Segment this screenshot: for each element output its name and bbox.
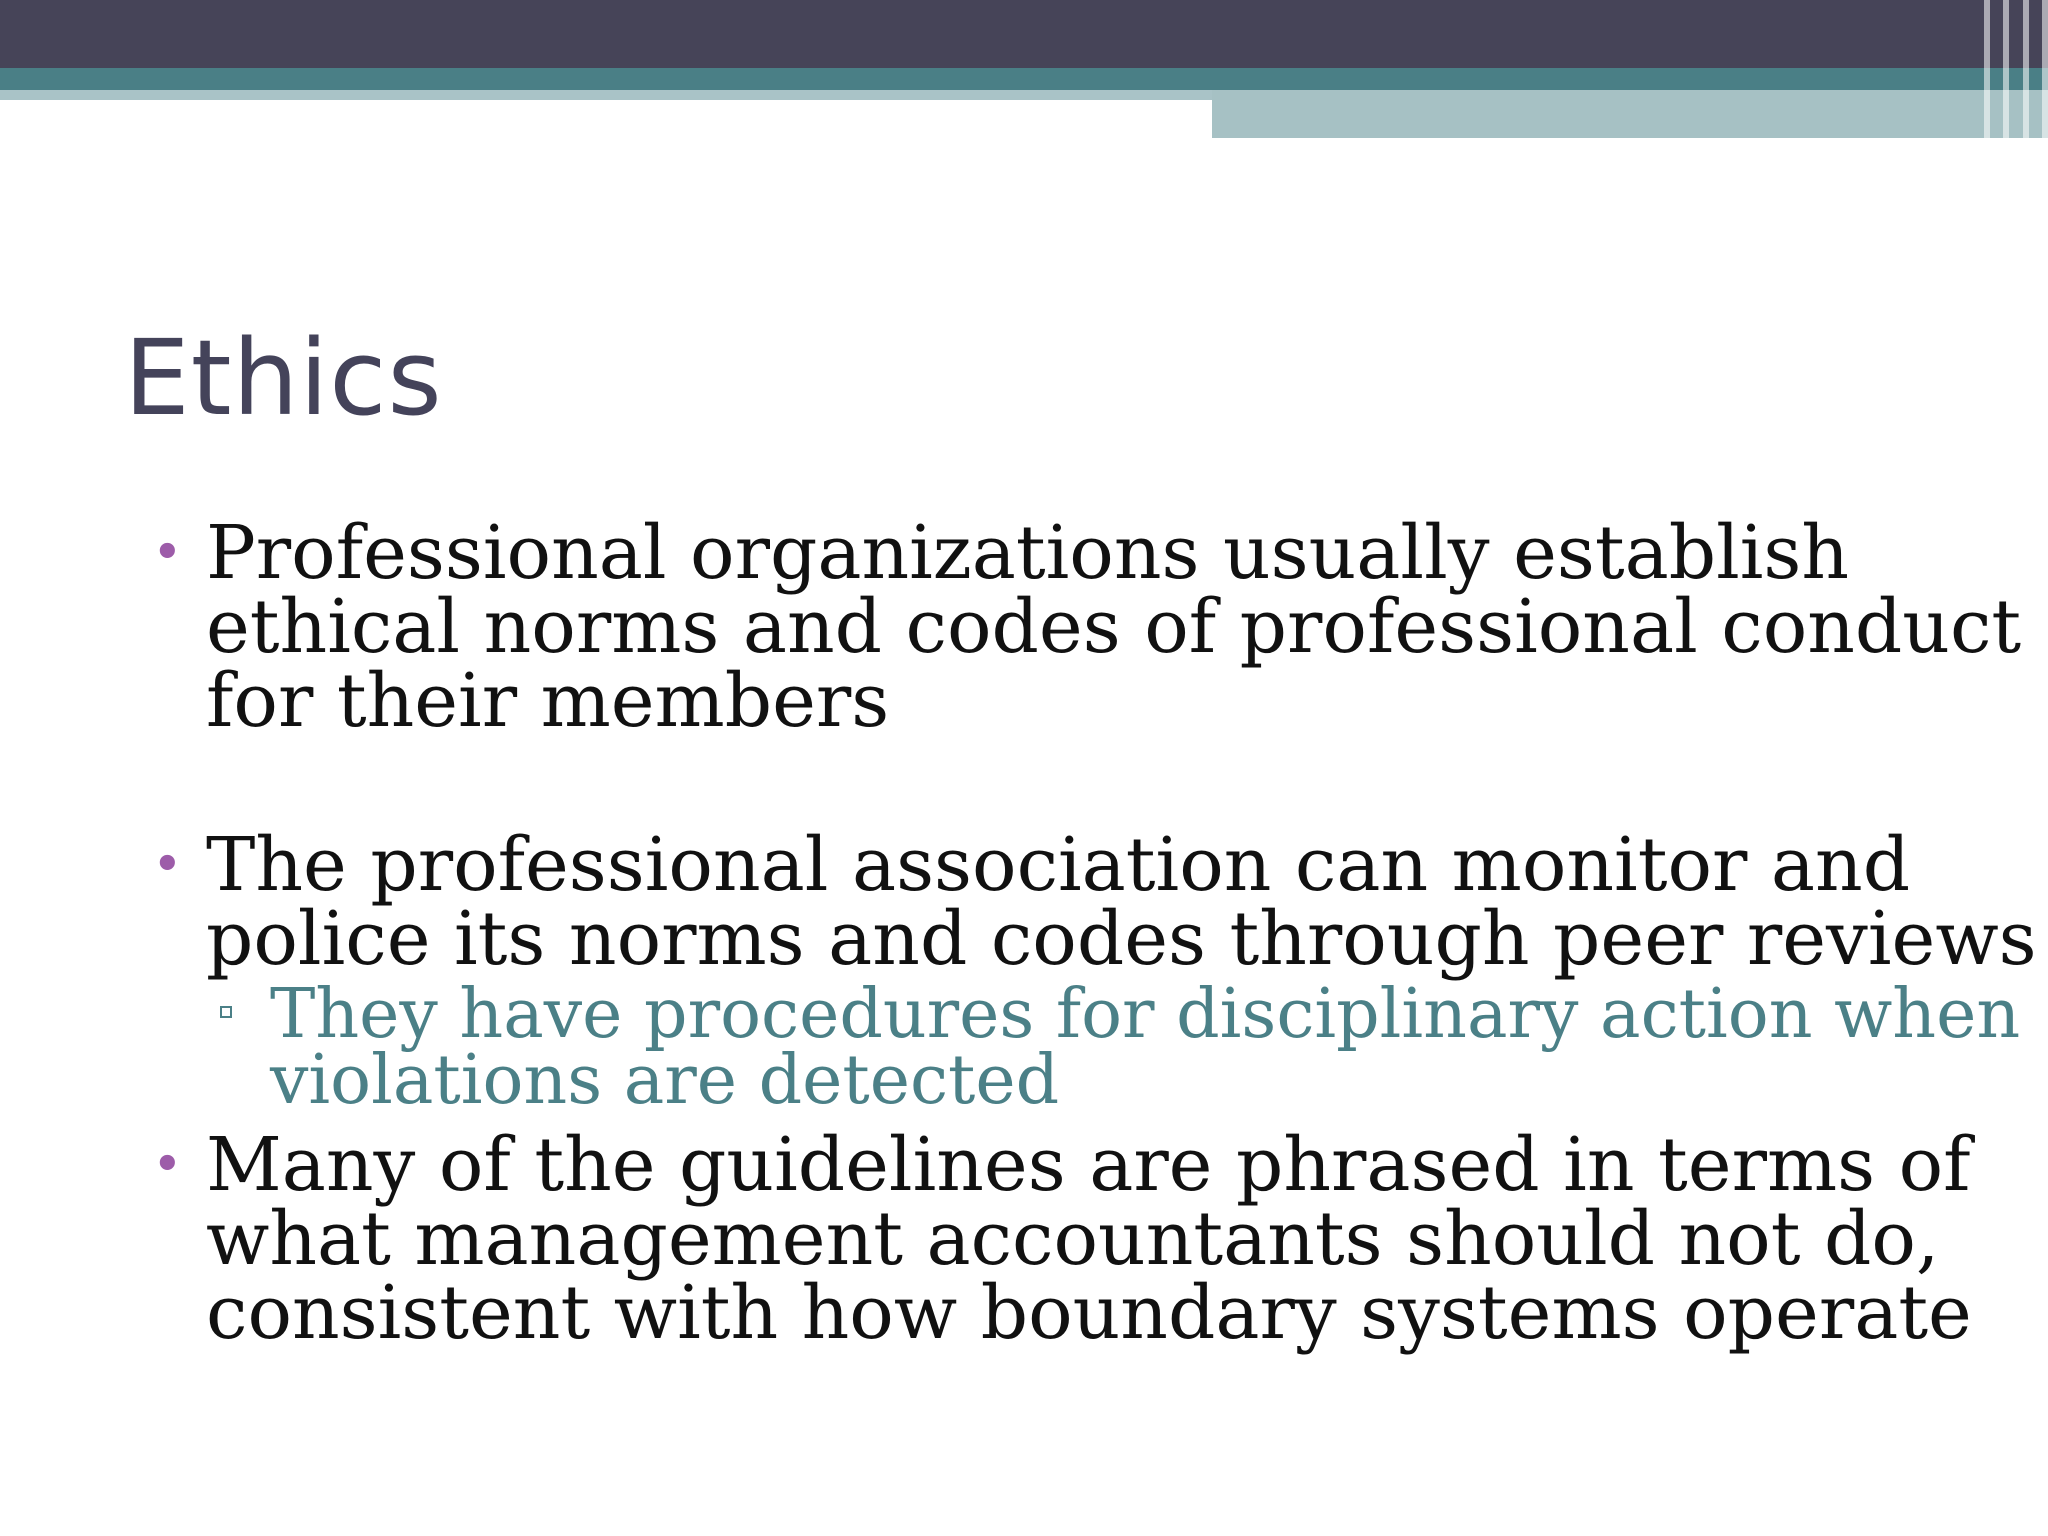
sub-bullet-item <box>146 975 2021 1120</box>
bullet-dot-icon: • <box>152 835 183 895</box>
bullet-1-line-1: Professional organizations usually establish <box>206 510 1850 596</box>
bullet-item-1 <box>146 510 2022 744</box>
header-band-teal <box>0 68 2048 90</box>
bullet-3-line-1: Many of the guidelines are phrased in terms of <box>206 1122 1971 1208</box>
slide-title: Ethics <box>124 317 443 439</box>
bullet-dot-icon: • <box>152 1135 183 1195</box>
sub-bullet-line-1: They have procedures for disciplinary action when <box>270 975 2021 1054</box>
bullet-item-2 <box>146 822 2037 982</box>
bullet-1-line-3: for their members <box>206 658 890 744</box>
header-stripe <box>2003 0 2009 138</box>
header-stripe <box>2042 0 2048 138</box>
slide-body <box>146 510 2037 1356</box>
bullet-3-line-3: consistent with how boundary systems operate <box>206 1270 1972 1356</box>
header-stripe <box>2023 0 2029 138</box>
bullet-item-3 <box>146 1122 2006 1356</box>
bullet-2-line-2: police its norms and codes through peer reviews <box>206 896 2037 982</box>
header-band-dark <box>0 0 2048 68</box>
sub-bullet-line-2: violations are detected <box>270 1041 1060 1120</box>
bullet-3-line-2: what management accountants should not do, <box>206 1196 1940 1282</box>
header-stripe <box>1984 0 1990 138</box>
bullet-2-line-1: The professional association can monitor and <box>206 822 1911 908</box>
square-bullet-icon <box>220 1006 232 1018</box>
header-band-light-right <box>1212 90 2048 138</box>
header-band-light-left <box>0 90 1212 100</box>
bullet-dot-icon: • <box>152 523 183 583</box>
header-stripes <box>1984 0 2048 138</box>
bullet-1-line-2: ethical norms and codes of professional conduct <box>206 584 2022 670</box>
